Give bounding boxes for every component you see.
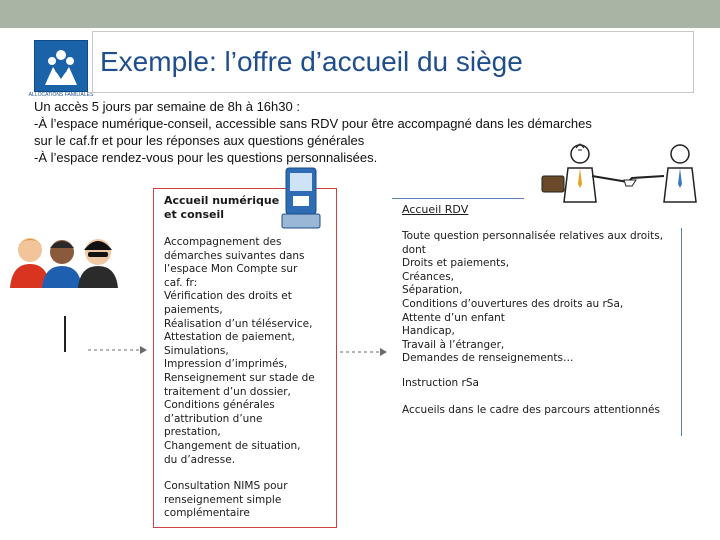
list-item: Créances, [402, 270, 455, 283]
list-item: Attestation de paiement, [164, 331, 295, 344]
rdv-topics-list [402, 230, 663, 366]
list-item: Attente d’un enfant [402, 311, 505, 324]
numeric-box-title: et conseil [164, 208, 225, 221]
rdv-title: Accueil RDV [402, 203, 469, 216]
list-item: renseignement simple [164, 493, 282, 506]
intro-line: Un accès 5 jours par semaine de 8h à 16h30 : [34, 99, 300, 114]
list-item: Conditions générales [164, 399, 275, 412]
instruction-text: Instruction rSa [402, 377, 479, 389]
caf-logo [34, 40, 88, 92]
list-item: démarches suivantes dans [164, 249, 305, 262]
list-item: Simulations, [164, 344, 229, 357]
list-item: Impression d’imprimés, [164, 358, 288, 371]
list-item: Travail à l’étranger, [402, 338, 505, 351]
handshake-icon [540, 142, 720, 206]
list-item: traitement d’un dossier, [164, 385, 291, 398]
list-item: paiements, [164, 303, 223, 316]
intro-line: sur le caf.fr et pour les réponses aux questions générales [34, 133, 365, 148]
list-item: complémentaire [164, 507, 250, 520]
parcours-text: Accueils dans le cadre des parcours attentionnés [402, 404, 660, 416]
arrow-right-icon [340, 346, 388, 358]
divider-line [64, 316, 66, 352]
logo-caption: ALLOCATIONS FAMILIALES [28, 92, 94, 98]
list-item: Demandes de renseignements… [402, 352, 574, 365]
list-item: Toute question personnalisée relatives aux droits, [402, 230, 664, 242]
arrow-right-icon [88, 344, 148, 356]
list-item: Accompagnement des [164, 236, 282, 248]
rdv-instruction [402, 377, 479, 391]
numeric-box-footer [164, 480, 288, 521]
list-item: prestation, [164, 426, 221, 439]
list-item: Handicap, [402, 325, 455, 338]
list-item: Droits et paiements, [402, 257, 510, 270]
list-item: Réalisation d’un téléservice, [164, 317, 313, 330]
numeric-services-list [164, 236, 315, 467]
list-item: d’attribution d’une [164, 412, 263, 425]
top-bar [0, 0, 720, 28]
list-item: du d’adresse. [164, 453, 236, 466]
intro-line: -À l’espace numérique-conseil, accessible sans RDV pour être accompagné dans les démarches [34, 116, 592, 131]
page-title: Exemple: l’offre d’accueil du siège [100, 46, 523, 77]
list-item: l’espace Mon Compte sur [164, 263, 298, 276]
kiosk-icon [278, 166, 324, 230]
list-item: Séparation, [402, 284, 463, 297]
numeric-box-title: Accueil numérique [164, 194, 280, 207]
rdv-side-rule [681, 228, 682, 436]
list-item: Renseignement sur stade de [164, 371, 315, 384]
list-item: caf. fr: [164, 276, 198, 289]
list-item: dont [402, 243, 426, 256]
list-item: Changement de situation, [164, 439, 301, 452]
rdv-top-rule [392, 198, 524, 199]
list-item: Consultation NIMS pour [164, 480, 288, 492]
list-item: Vérification des droits et [164, 290, 292, 303]
list-item: Conditions d’ouvertures des droits au rSa, [402, 297, 624, 310]
intro-line: -À l’espace rendez-vous pour les questions personnalisées. [34, 150, 378, 165]
rdv-parcours [402, 404, 660, 418]
people-group-icon [8, 232, 126, 288]
